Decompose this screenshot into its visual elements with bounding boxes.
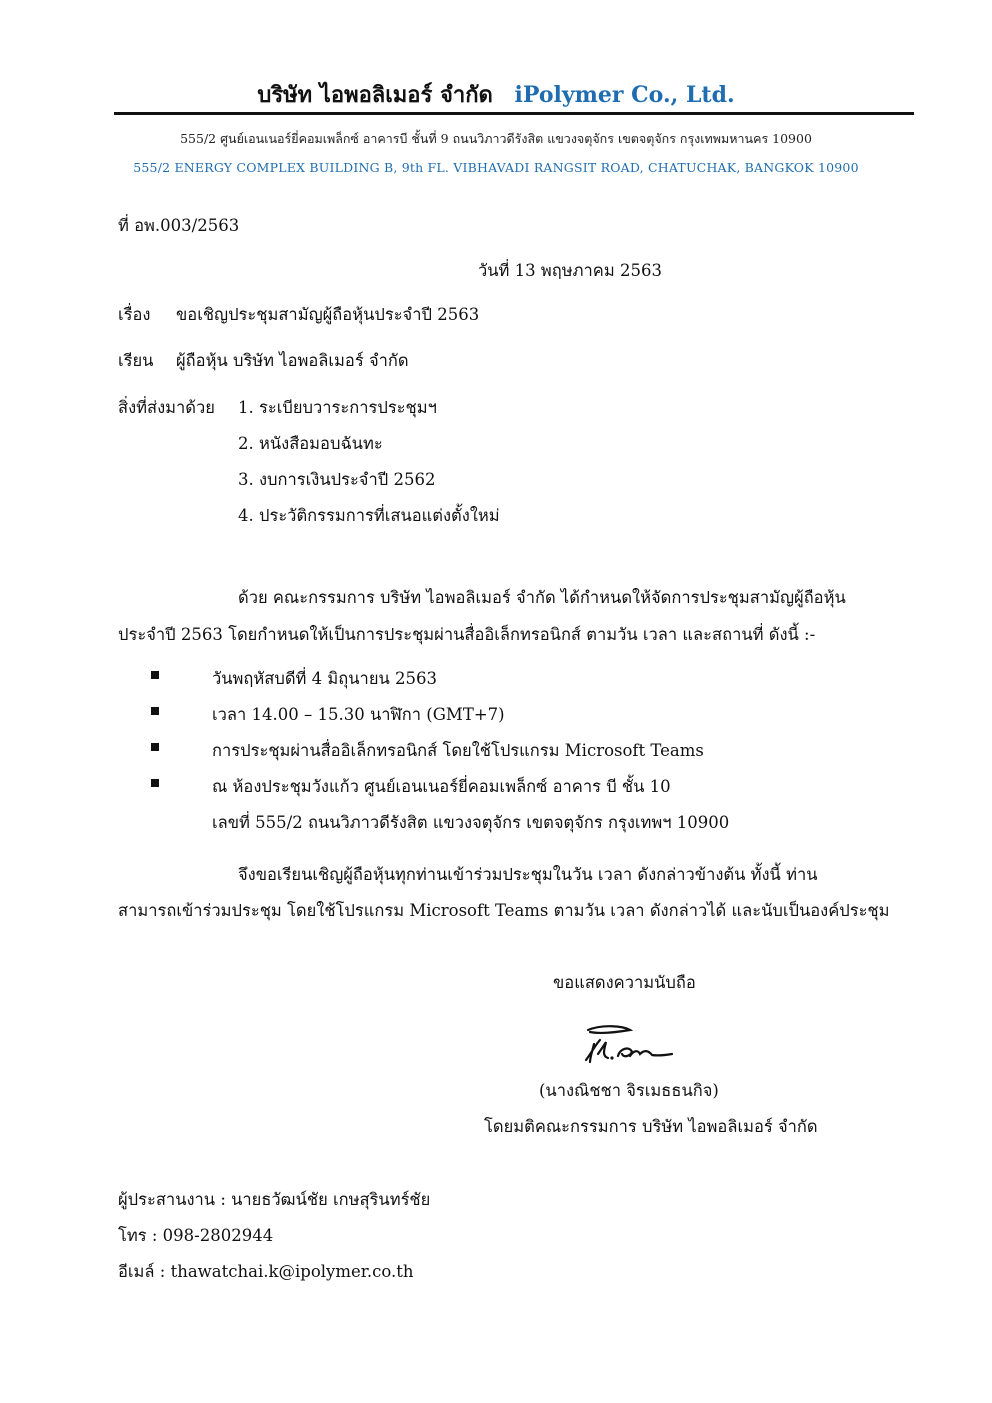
reference-number: ที่ อพ.003/2563 xyxy=(118,216,240,235)
subject-label: เรื่อง xyxy=(118,305,151,324)
contact-email: อีเมล์ : thawatchai.k@ipolymer.co.th xyxy=(118,1262,414,1281)
bullet-square-icon xyxy=(151,779,159,787)
enclosure-item: 3. งบการเงินประจำปี 2562 xyxy=(238,470,436,489)
address-en: 555/2 ENERGY COMPLEX BUILDING B, 9th FL. VIBHAVADI RANGSIT ROAD, CHATUCHAK, BANGKOK 10900 xyxy=(133,160,859,175)
company-name xyxy=(0,80,992,110)
header-divider xyxy=(114,112,914,115)
paragraph-1-line-1: ด้วย คณะกรรมการ บริษัท ไอพอลิเมอร์ จำกัด ได้กำหนดให้จัดการประชุมสามัญผู้ถือหุ้น xyxy=(238,588,846,607)
company-name-en: iPolymer Co., Ltd. xyxy=(514,82,735,108)
detail-venue: ณ ห้องประชุมวังแก้ว ศูนย์เอนเนอร์ยี่คอมเพล็กซ์ อาคาร บี ชั้น 10 xyxy=(212,777,671,796)
signature-image xyxy=(578,1020,678,1070)
bullet-square-icon xyxy=(151,707,159,715)
recipient-text: ผู้ถือหุ้น บริษัท ไอพอลิเมอร์ จำกัด xyxy=(176,351,409,370)
detail-date: วันพฤหัสบดีที่ 4 มิถุนายน 2563 xyxy=(212,669,438,688)
bullet-square-icon xyxy=(151,671,159,679)
detail-method: การประชุมผ่านสื่ออิเล็กทรอนิกส์ โดยใช้โปรแกรม Microsoft Teams xyxy=(212,741,704,760)
detail-venue-address: เลขที่ 555/2 ถนนวิภาวดีรังสิต แขวงจตุจักร เขตจตุจักร กรุงเทพฯ 10900 xyxy=(212,813,730,832)
detail-time: เวลา 14.00 – 15.30 นาฬิกา (GMT+7) xyxy=(212,705,505,724)
paragraph-2-line-1: จึงขอเรียนเชิญผู้ถือหุ้นทุกท่านเข้าร่วมประชุมในวัน เวลา ดังกล่าวข้างต้น ทั้งนี้ ท่าน xyxy=(238,865,818,884)
paragraph-2-line-2: สามารถเข้าร่วมประชุม โดยใช้โปรแกรม Microsoft Teams ตามวัน เวลา ดังกล่าวได้ และนับเป็นองค์ประชุม xyxy=(118,901,890,920)
signer-title: โดยมติคณะกรรมการ บริษัท ไอพอลิเมอร์ จำกัด xyxy=(484,1117,818,1136)
address-th: 555/2 ศูนย์เอนเนอร์ยี่คอมเพล็กซ์ อาคารบี ชั้นที่ 9 ถนนวิภาวดีรังสิต แขวงจตุจักร เขตจตุจักร กรุงเทพมหานคร 10900 xyxy=(180,131,812,146)
coordinator: ผู้ประสานงาน : นายธวัฒน์ชัย เกษสุรินทร์ชัย xyxy=(118,1190,431,1209)
enclosures-label: สิ่งที่ส่งมาด้วย xyxy=(118,398,215,417)
company-name-th: บริษัท ไอพอลิเมอร์ จำกัด xyxy=(257,82,493,108)
enclosure-item: 1. ระเบียบวาระการประชุมฯ xyxy=(238,398,437,417)
enclosure-item: 2. หนังสือมอบฉันทะ xyxy=(238,434,383,453)
bullet-square-icon xyxy=(151,743,159,751)
recipient-label: เรียน xyxy=(118,351,154,370)
signer-name: (นางณิชชา จิรเมธธนกิจ) xyxy=(539,1081,719,1100)
paragraph-1-line-2: ประจำปี 2563 โดยกำหนดให้เป็นการประชุมผ่านสื่ออิเล็กทรอนิกส์ ตามวัน เวลา และสถานที่ ดังนี้ :- xyxy=(118,625,816,644)
enclosure-item: 4. ประวัติกรรมการที่เสนอแต่งตั้งใหม่ xyxy=(238,506,500,525)
subject-text: ขอเชิญประชุมสามัญผู้ถือหุ้นประจำปี 2563 xyxy=(176,305,480,324)
contact-phone: โทร : 098-2802944 xyxy=(118,1226,274,1245)
letter-date: วันที่ 13 พฤษภาคม 2563 xyxy=(478,261,662,280)
closing-text: ขอแสดงความนับถือ xyxy=(553,973,696,992)
